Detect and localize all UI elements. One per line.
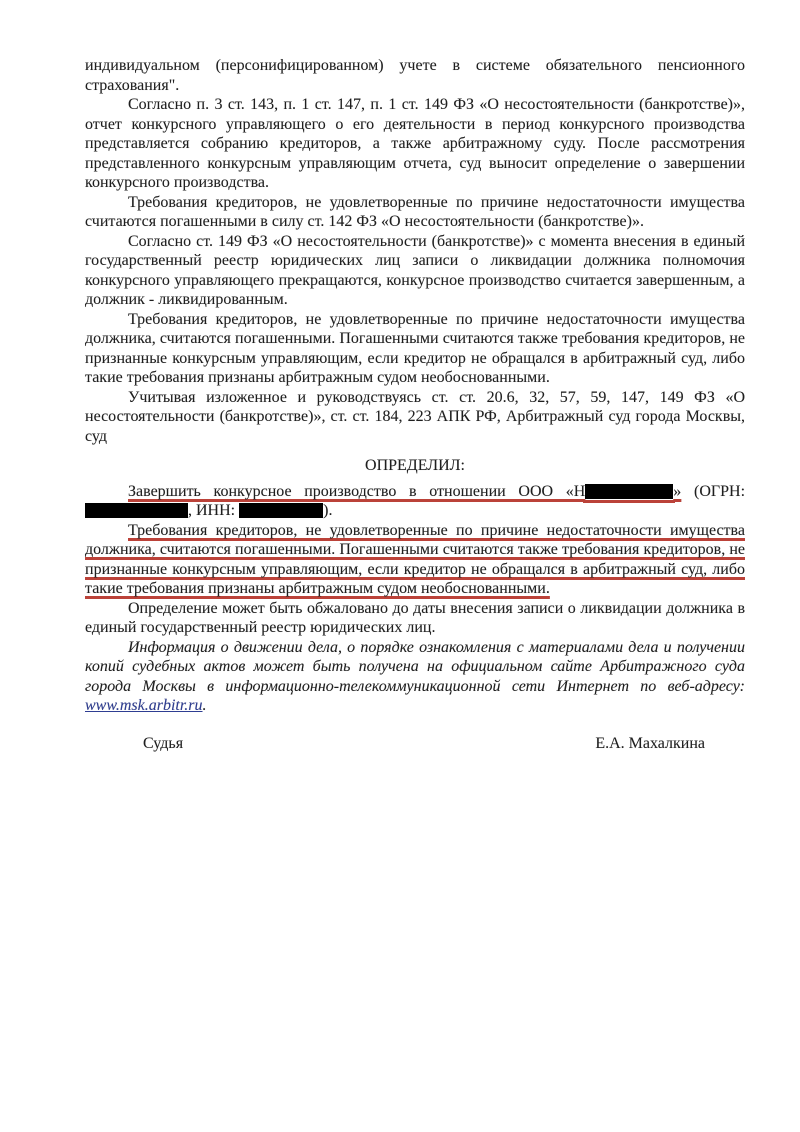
- case-info-text: Информация о движении дела, о порядке ознакомления с материалами дела и получении копий судебных актов может быть получена на официальном сайте Арбитражного суда города Москвы в информационно-телекоммуникационной сети Интернет по веб-адресу:: [85, 638, 745, 695]
- ogrn-label: (ОГРН:: [693, 482, 746, 500]
- ruling-underlined-run: [128, 483, 681, 500]
- redaction-bar-inn: [239, 503, 323, 518]
- redaction-bar-company-name: [585, 484, 673, 499]
- paragraph-claims-art142: Требования кредиторов, не удовлетворенные по причине недостаточности имущества считаются погашенными в силу ст. 142 ФЗ «О несостоятельности (банкротстве)».: [85, 193, 745, 230]
- redaction-bar-ogrn: [85, 503, 188, 518]
- ruling-claims-extinguished-underlined: Требования кредиторов, не удовлетворенные по причине недостаточности имущества должника, считаются погашенными. Погашенными считаются также требования кредиторов, не признанные конкурсным управляющим, если кредитор не обращался в арбитражный суд, либо такие требования признаны арбитражным судом необоснованными.: [85, 521, 745, 597]
- ruling-underlined-close-quote: »: [673, 482, 682, 500]
- ruling-underlined-text: Завершить конкурсное производство в отношении ООО «Н: [128, 482, 586, 500]
- court-website-link[interactable]: www.msk.arbitr.ru: [85, 697, 203, 714]
- ruling-heading: ОПРЕДЕЛИЛ:: [365, 457, 465, 474]
- judge-name: Е.А. Махалкина: [595, 734, 705, 752]
- signature-row: [85, 734, 745, 754]
- ruling-line-2-end: ).: [323, 502, 333, 519]
- paragraph-law-143-147-149: Согласно п. 3 ст. 143, п. 1 ст. 147, п. 1 ст. 149 ФЗ «О несостоятельности (банкротстве)», отчет конкурсного управляющего о его деятельности в период конкурсного производства представляется собранию кредиторов, а также арбитражному суду. После рассмотрения представленного конкурсным управляющим отчета, суд выносит определение о завершении конкурсного производства.: [85, 96, 745, 191]
- paragraph-law-149: Согласно ст. 149 ФЗ «О несостоятельности (банкротстве)» с момента внесения в единый государственный реестр юридических лиц записи о ликвидации должника полномочия конкурсного управляющего прекращаются, конкурсное производство считается завершенным, а должник - ликвидированным.: [85, 232, 745, 308]
- ruling-close-bankruptcy: [85, 482, 745, 521]
- inn-label: , ИНН:: [188, 502, 236, 519]
- paragraph-case-info: [85, 638, 745, 716]
- judge-role-label: Судья: [143, 734, 184, 752]
- paragraph-appeal: Определение может быть обжаловано до даты внесения записи о ликвидации должника в единый государственный реестр юридических лиц.: [85, 599, 745, 636]
- paragraph-considering: Учитывая изложенное и руководствуясь ст. ст. 20.6, 32, 57, 59, 147, 149 ФЗ «О несостоятельности (банкротстве)», ст. ст. 184, 223 АПК РФ, Арбитражный суд города Москвы, суд: [85, 388, 745, 445]
- ruling-line-2: [85, 501, 745, 521]
- case-info-period: .: [202, 697, 207, 714]
- paragraph-claims-extinguished: Требования кредиторов, не удовлетворенные по причине недостаточности имущества должника, считаются погашенными. Погашенными считаются также требования кредиторов, не признанные конкурсным управляющим, если кредитор не обращался в арбитражный суд, либо такие требования признаны арбитражным судом необоснованными.: [85, 310, 745, 386]
- ruling-line-1: [85, 482, 745, 502]
- paragraph-pension-insurance: индивидуальном (персонифицированном) учете в системе обязательного пенсионного страхования".: [85, 57, 745, 94]
